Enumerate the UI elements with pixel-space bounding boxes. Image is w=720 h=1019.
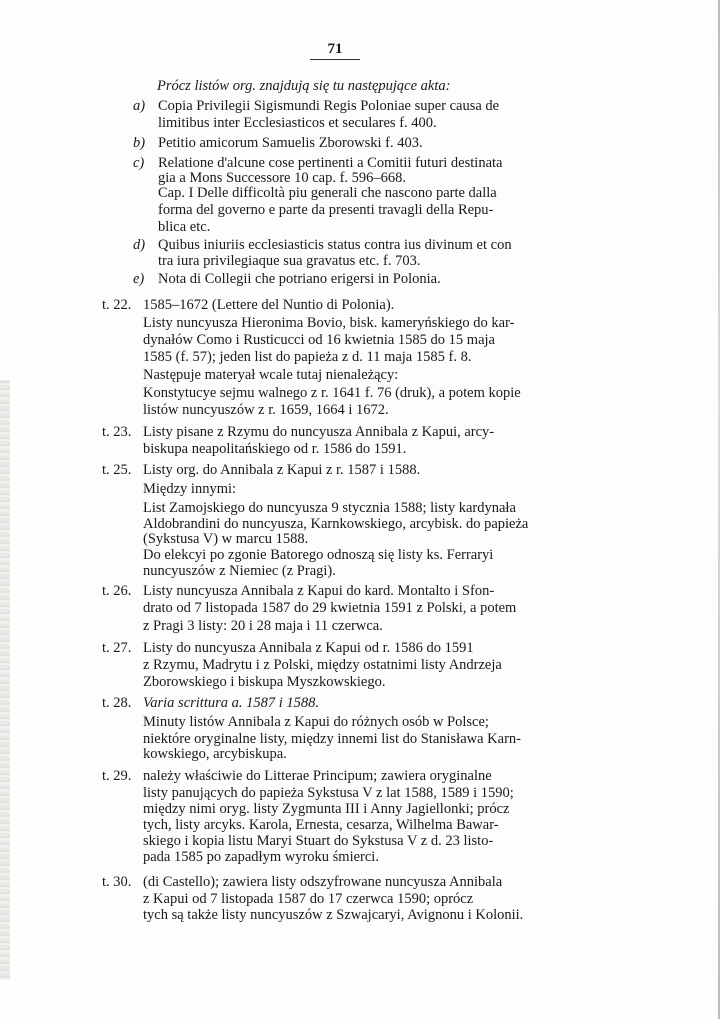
text-line: Cap. I Delle difficoltà piu generali che nascono parte dalla bbox=[158, 185, 497, 201]
volume-label: t. 30. bbox=[102, 874, 132, 890]
text-line: biskupa neapolitańskiego od r. 1586 do 1591. bbox=[143, 441, 407, 457]
text-line: limitibus inter Ecclesiasticos et seculares f. 400. bbox=[158, 115, 437, 131]
text-line: tra iura privilegiaque sua gravatus etc. f. 703. bbox=[158, 253, 421, 269]
text-line: List Zamojskiego do nuncyusza 9 stycznia 1588; listy kardynała bbox=[143, 500, 516, 516]
text-line: listy panujących do papieża Sykstusa V z lat 1588, 1589 i 1590; bbox=[143, 785, 514, 801]
text-line: Minuty listów Annibala z Kapui do różnych osób w Polsce; bbox=[143, 714, 489, 730]
text-line: Relatione d'alcune cose pertinenti a Comitii futuri destinata bbox=[158, 155, 503, 171]
intro-line: Prócz listów org. znajdują się tu następujące akta: bbox=[157, 78, 451, 94]
text-line: Konstytucye sejmu walnego z r. 1641 f. 76 (druk), a potem kopie bbox=[143, 385, 521, 401]
text-line: 1585 (f. 57); jeden list do papieża z d. 11 maja 1585 f. 8. bbox=[143, 349, 472, 365]
text-line: dynałów Como i Rusticucci od 16 kwietnia 1585 do 15 maja bbox=[143, 332, 495, 348]
item-label: c) bbox=[133, 155, 145, 171]
text-line: Petitio amicorum Samuelis Zborowski f. 403. bbox=[158, 135, 423, 151]
text-line: Listy pisane z Rzymu do nuncyusza Annibala z Kapui, arcy- bbox=[143, 424, 495, 440]
text-line: między nimi oryg. listy Zygmunta III i Anny Jagiellonki; prócz bbox=[143, 801, 510, 817]
text-line: drato od 7 listopada 1587 do 29 kwietnia 1591 z Polski, a potem bbox=[143, 600, 517, 616]
text-line: pada 1585 po zapadłym wyroku śmierci. bbox=[143, 849, 379, 865]
text-line: Listy do nuncyusza Annibala z Kapui od r. 1586 do 1591 bbox=[143, 640, 474, 656]
text-line: Copia Privilegii Sigismundi Regis Poloniae super causa de bbox=[158, 98, 500, 114]
volume-label: t. 26. bbox=[102, 583, 132, 599]
text-line: Listy org. do Annibala z Kapui z r. 1587 i 1588. bbox=[143, 462, 421, 478]
text-line: Zborowskiego i biskupa Myszkowskiego. bbox=[143, 674, 386, 690]
text-line: z Rzymu, Madrytu i z Polski, między ostatnimi listy Andrzeja bbox=[143, 657, 502, 673]
volume-label: t. 29. bbox=[102, 768, 132, 784]
text-line: Quibus iniuriis ecclesiasticis status contra ius divinum et con bbox=[158, 237, 512, 253]
text-line: Nota di Collegii che potriano erigersi in Polonia. bbox=[158, 271, 441, 287]
text-line: z Pragi 3 listy: 20 i 28 maja i 11 czerwca. bbox=[143, 618, 383, 634]
text-line: należy właściwie do Litterae Principum; zawiera oryginalne bbox=[143, 768, 492, 784]
text-line: tych są także listy nuncyuszów z Szwajcaryi, Avignonu i Kolonii. bbox=[143, 907, 524, 923]
text-line: Aldobrandini do nuncyusza, Karnkowskiego, arcybisk. do papieża bbox=[143, 516, 529, 532]
page-number: 71 bbox=[310, 40, 360, 60]
text-line: niektóre oryginalne listy, między innemi list do Stanisława Karn- bbox=[143, 731, 521, 747]
volume-label: t. 28. bbox=[102, 695, 132, 711]
text-line: kowskiego, arcybiskupa. bbox=[143, 746, 287, 762]
item-label: e) bbox=[133, 271, 145, 287]
text-line: listów nuncyuszów z r. 1659, 1664 i 1672. bbox=[143, 402, 389, 418]
text-line: Listy nuncyusza Annibala z Kapui do kard. Montalto i Sfon- bbox=[143, 583, 495, 599]
text-line: 1585–1672 (Lettere del Nuntio di Polonia). bbox=[143, 297, 395, 313]
text-line: Varia scrittura a. 1587 i 1588. bbox=[143, 695, 320, 711]
item-label: b) bbox=[133, 135, 146, 151]
text-line: forma del governo e parte da presenti travagli della Repu- bbox=[158, 202, 494, 218]
text-line: Do elekcyi po zgonie Batorego odnoszą się listy ks. Ferraryi bbox=[143, 547, 494, 563]
volume-label: t. 25. bbox=[102, 462, 132, 478]
text-line: gia a Mons Successore 10 cap. f. 596–668. bbox=[158, 170, 407, 186]
scan-edge-left bbox=[0, 380, 10, 980]
volume-label: t. 22. bbox=[102, 297, 132, 313]
text-line: blica etc. bbox=[158, 219, 211, 235]
text-line: (di Castello); zawiera listy odszyfrowane nuncyusza Annibala bbox=[143, 874, 503, 890]
text-line: Następuje materyał wcale tutaj nienależący: bbox=[143, 367, 399, 383]
text-line: Listy nuncyusza Hieronima Bovio, bisk. kameryńskiego do kar- bbox=[143, 315, 515, 331]
volume-label: t. 23. bbox=[102, 424, 132, 440]
text-line: Między innymi: bbox=[143, 481, 237, 497]
text-line: nuncyuszów z Niemiec (z Pragi). bbox=[143, 563, 336, 579]
text-line: tych, listy arcyks. Karola, Ernesta, cesarza, Wilhelma Bawar- bbox=[143, 817, 499, 833]
item-label: d) bbox=[133, 237, 146, 253]
item-label: a) bbox=[133, 98, 146, 114]
text-line: (Sykstusa V) w marcu 1588. bbox=[143, 531, 309, 547]
text-line: z Kapui od 7 listopada 1587 do 17 czerwca 1590; oprócz bbox=[143, 891, 474, 907]
volume-label: t. 27. bbox=[102, 640, 132, 656]
text-line: skiego i kopia listu Maryi Stuart do Sykstusa V z d. 23 listo- bbox=[143, 833, 494, 849]
